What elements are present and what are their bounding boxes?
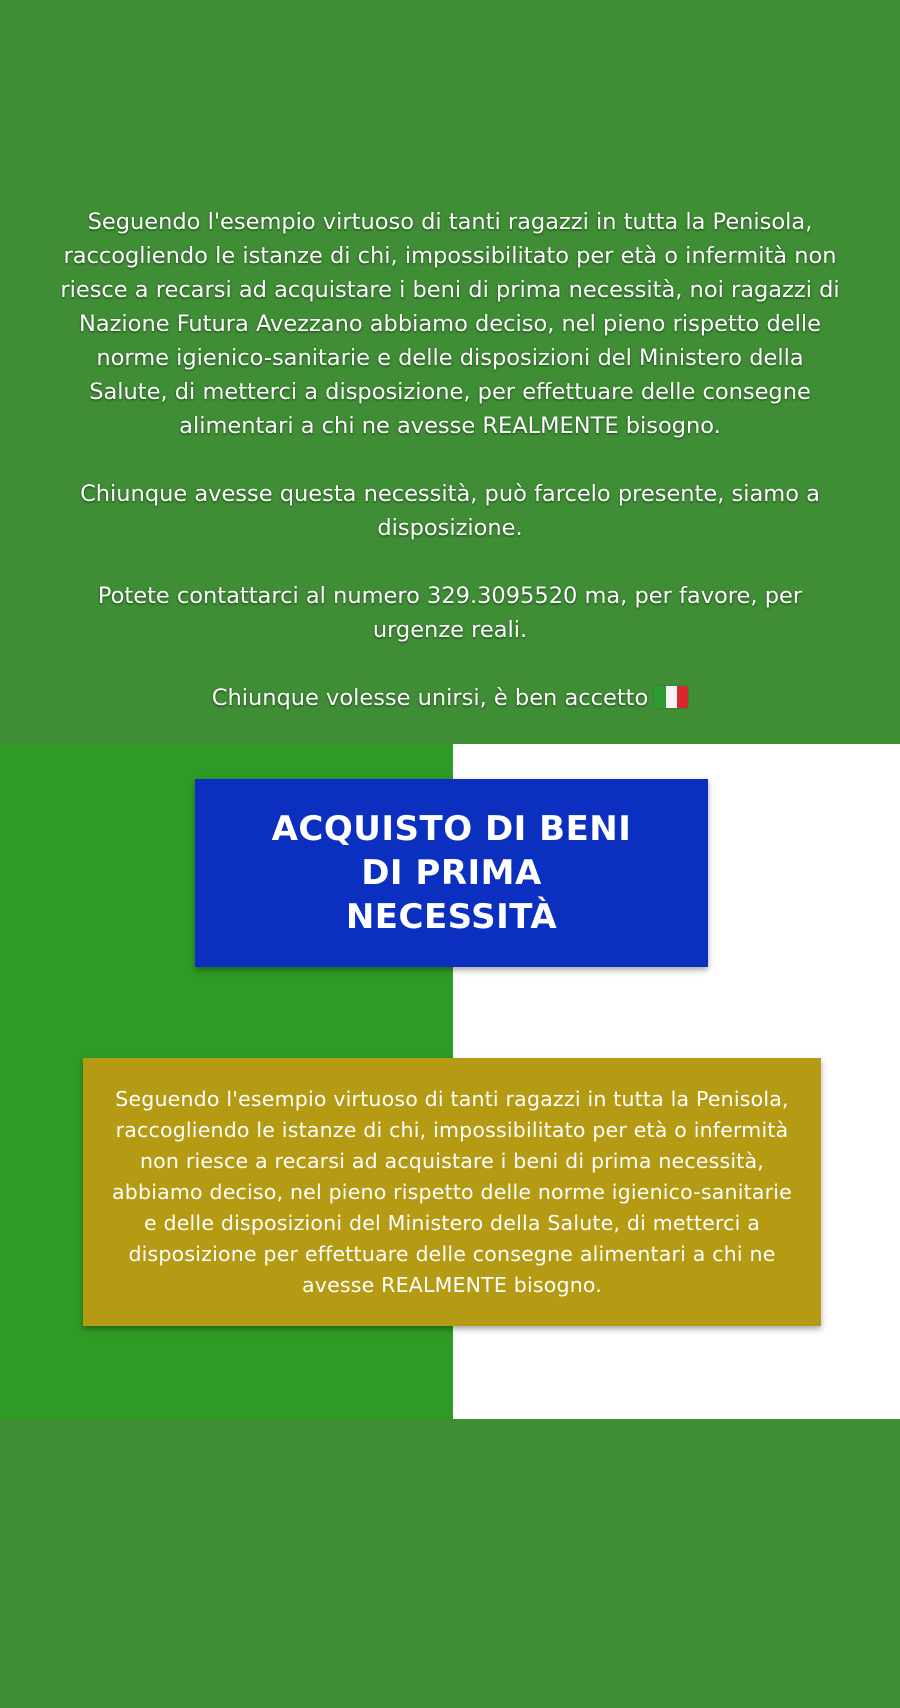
caption-paragraph-contact: Potete contattarci al numero 329.3095520 ma, per favore, per urgenze reali.	[97, 583, 803, 643]
poster-image	[0, 744, 900, 1419]
caption-paragraph-intro: Seguendo l'esempio virtuoso di tanti ragazzi in tutta la Penisola, raccogliendo le istanze di chi, impossibilitato per età o infermità non riesce a recarsi ad acquistare i beni di prima necessità, noi ragazzi di Nazione Futura Avezzano abbiamo deciso, nel pieno rispetto delle norme igienico-sanitarie e delle disposizioni del Ministero della Salute, di metterci a disposizione, per effettuare delle consegne alimentari a chi ne avesse REALMENTE bisogno.	[60, 209, 840, 439]
poster-body-box	[83, 1058, 821, 1326]
caption-paragraph-request: Chiunque avesse questa necessità, può farcelo presente, siamo a disposizione.	[80, 481, 820, 541]
caption-paragraph-join	[60, 681, 840, 715]
italy-flag-icon	[654, 686, 688, 708]
poster-body-text: Seguendo l'esempio virtuoso di tanti ragazzi in tutta la Penisola, raccogliendo le istanze di chi, impossibilitato per età o infermità non riesce a recarsi ad acquistare i beni di prima necessità, abbiamo deciso, nel pieno rispetto delle norme igienico-sanitarie e delle disposizioni del Ministero della Salute, di metterci a disposizione per effettuare delle consegne alimentari a chi ne avesse REALMENTE bisogno.	[112, 1086, 792, 1297]
story-caption	[60, 205, 840, 715]
caption-join-text: Chiunque volesse unirsi, è ben accetto	[211, 685, 649, 711]
poster-title: ACQUISTO DI BENI DI PRIMA NECESSITÀ	[271, 809, 632, 937]
poster-title-box	[195, 779, 708, 967]
